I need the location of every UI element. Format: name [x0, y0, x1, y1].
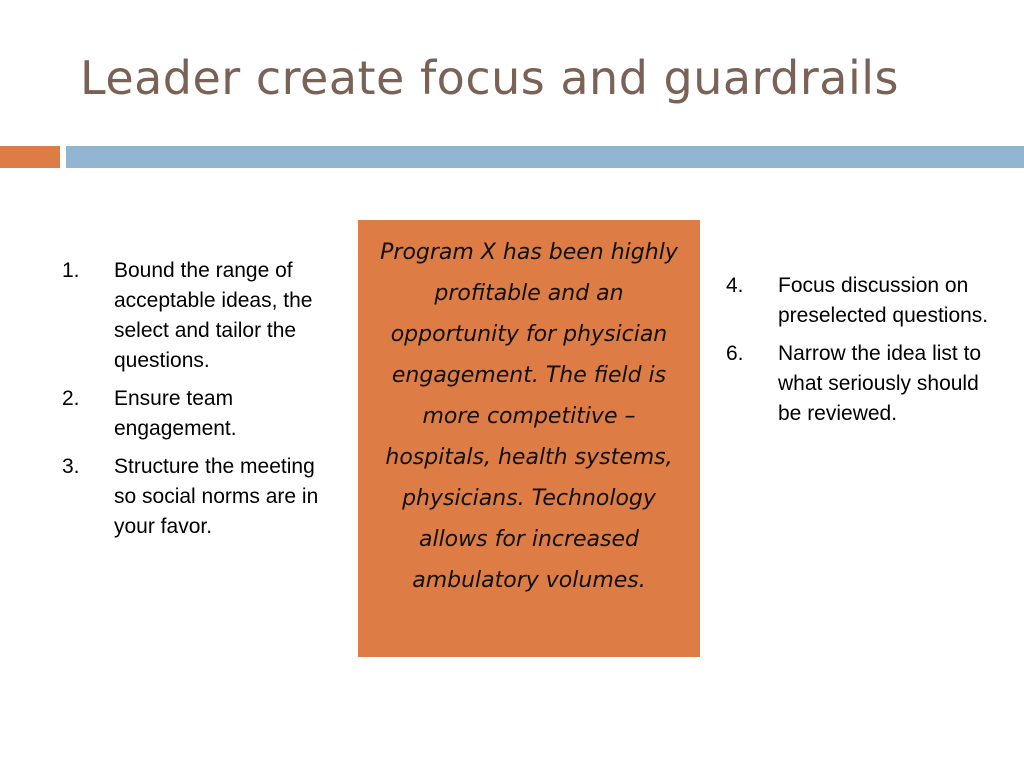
callout-text: Program X has been highly profitable and an opportunity for physician engagement. The field is more competitive – hospitals, health systems, physicians. Technology allows for increased ambulatory volumes. — [380, 240, 678, 593]
list-item-number: 3. — [62, 455, 80, 478]
list-item-text: Bound the range of acceptable ideas, the select and tailor the questions. — [114, 259, 313, 372]
slide-title: Leader create focus and guardrails — [80, 51, 899, 105]
right-numbered-list — [726, 271, 996, 437]
callout-box — [358, 220, 700, 657]
list-item-number: 2. — [62, 387, 80, 410]
list-item-text: Structure the meeting so social norms are in your favor. — [114, 455, 319, 538]
list-item — [726, 339, 996, 429]
list-item — [62, 384, 332, 444]
title-accent-bar — [0, 146, 60, 168]
list-item — [62, 256, 332, 376]
list-item — [726, 271, 996, 331]
list-item-text: Ensure team engagement. — [114, 387, 237, 440]
list-item-number: 6. — [726, 342, 744, 365]
list-item-text: Narrow the idea list to what seriously should be reviewed. — [778, 342, 982, 425]
title-underline-bar — [66, 146, 1024, 168]
list-item-number: 4. — [726, 274, 744, 297]
list-item — [62, 452, 332, 542]
left-numbered-list — [62, 256, 332, 550]
list-item-text: Focus discussion on preselected questions. — [778, 274, 989, 327]
list-item-number: 1. — [62, 259, 80, 282]
